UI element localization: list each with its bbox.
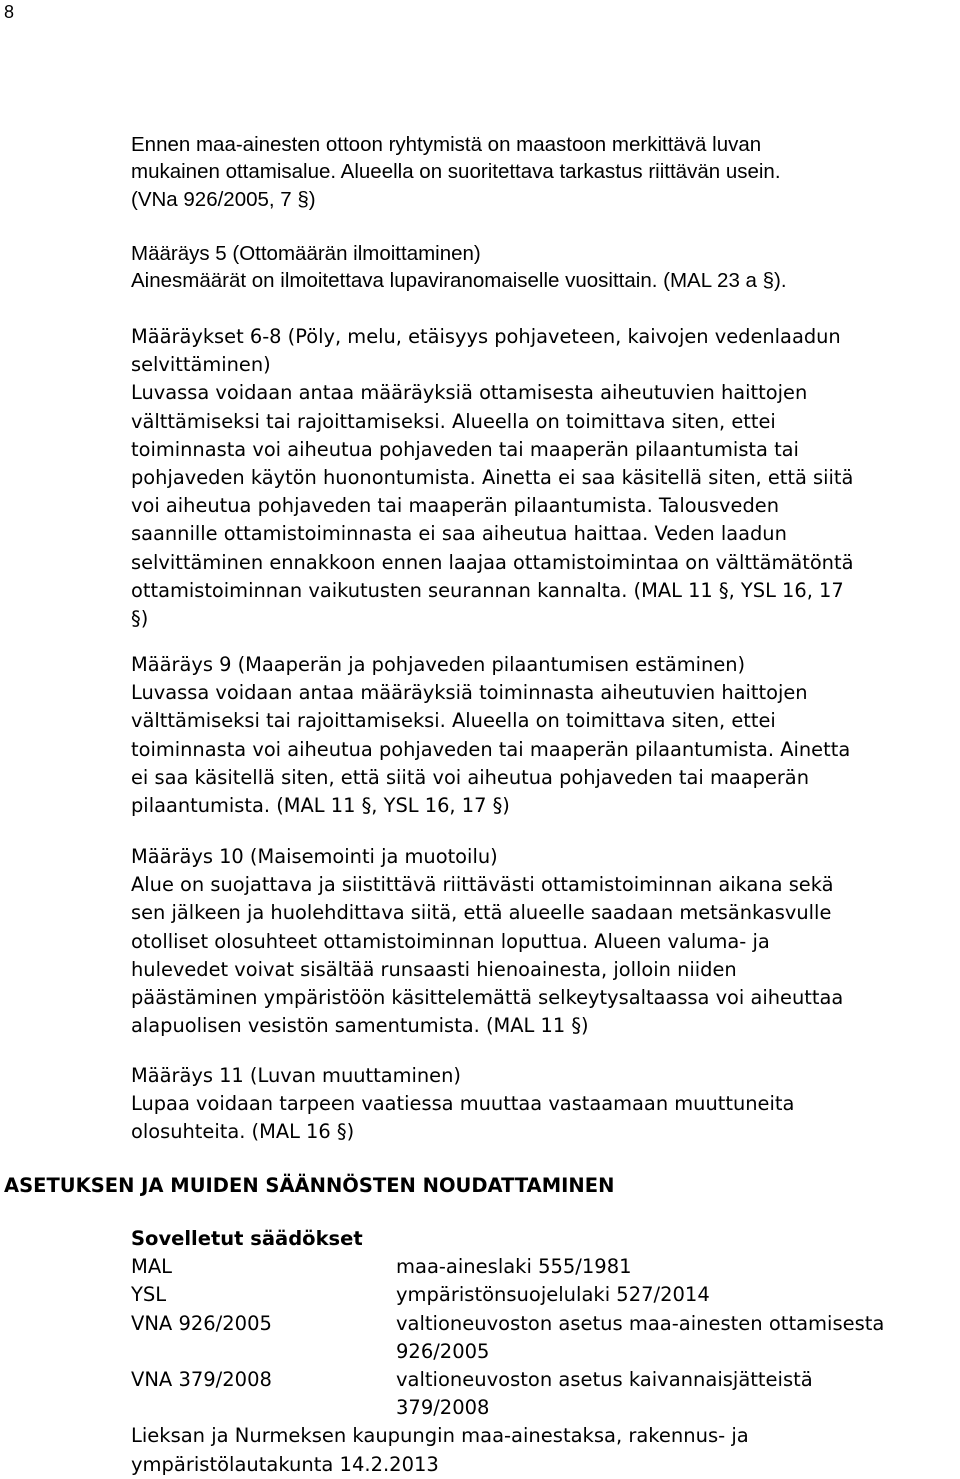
regulation-10 [131, 843, 960, 1040]
regulation-line: pilaantumista. (MAL 11 §, YSL 16, 17 §) [131, 794, 510, 818]
regulation-line: §) [131, 607, 149, 631]
applied-regulations-title: Sovelletut säädökset [131, 1227, 363, 1250]
regulation-line: olosuhteita. (MAL 16 §) [131, 1120, 355, 1144]
law-abbreviation: MAL [131, 1255, 173, 1279]
regulation-line: Määräys 9 (Maaperän ja pohjaveden pilaantumisen estäminen) [131, 653, 746, 676]
regulation-line: välttämiseksi tai rajoittamiseksi. Alueella on toimittava siten, ettei [131, 409, 776, 433]
regulation-line: saannille ottamistoiminnasta ei saa aiheutua haittaa. Veden laadun [131, 522, 787, 546]
regulation-line: Määräys 10 (Maisemointi ja muotoilu) [131, 845, 498, 868]
regulation-line: otolliset olosuhteet ottamistoiminnan loputtua. Alueen valuma- ja [131, 929, 770, 953]
regulation-line: ei saa käsitellä siten, että siitä voi aiheutua pohjaveden tai maaperän [131, 765, 809, 789]
regulation-line: ottamistoiminnan vaikutusten seurannan kannalta. (MAL 11 §, YSL 16, 17 [131, 578, 844, 602]
regulation-line: alapuolisen vesistön samentumista. (MAL 11 §) [131, 1014, 589, 1038]
regulation-line: toiminnasta voi aiheutua pohjaveden tai maaperän pilaantumista. Ainetta [131, 737, 851, 761]
law-row [131, 1310, 960, 1366]
regulation-line: toiminnasta voi aiheutua pohjaveden tai maaperän pilaantumista tai [131, 437, 799, 461]
regulation-line: sen jälkeen ja huolehdittava siitä, että alueelle saadaan metsänkasvulle [131, 901, 832, 925]
law-abbreviation: VNA 926/2005 [131, 1311, 272, 1335]
law-abbreviation: YSL [131, 1283, 167, 1307]
regulation-line: selvittäminen ennakkoon ennen laajaa ottamistoimintaa on välttämätöntä [131, 550, 854, 574]
law-description: valtioneuvoston asetus maa-ainesten ottamisesta 926/2005 [396, 1311, 885, 1363]
applied-regulations [131, 1225, 960, 1479]
regulation-5-text: Ainesmäärät on ilmoitettava lupaviranomaiselle vuosittain. (MAL 23 a §). [131, 269, 787, 293]
regulation-5-title: Määräys 5 (Ottomäärän ilmoittaminen) [131, 242, 481, 266]
page-number: 8 [4, 2, 15, 22]
regulation-11 [131, 1062, 960, 1147]
regulation-line: Alue on suojattava ja siistittävä riittävästi ottamistoiminnan aikana sekä [131, 873, 834, 897]
regulation-line: Luvassa voidaan antaa määräyksiä ottamisesta aiheutuvien haittojen [131, 381, 808, 405]
intro-block [131, 131, 951, 295]
regulation-line: voi aiheutua pohjaveden tai maaperän pilaantumista. Talousveden [131, 494, 779, 518]
section-heading: ASETUKSEN JA MUIDEN SÄÄNNÖSTEN NOUDATTAMINEN [4, 1174, 615, 1197]
law-description: valtioneuvoston asetus kaivannaisjätteistä 379/2008 [396, 1368, 813, 1420]
regulation-9 [131, 651, 960, 820]
regulation-6-8 [131, 323, 960, 633]
regulation-line: Määräys 11 (Luvan muuttaminen) [131, 1064, 461, 1087]
law-full-line: Lieksan ja Nurmeksen kaupungin maa-ainestaksa, rakennus- ja [131, 1424, 749, 1448]
law-row [131, 1253, 960, 1281]
regulation-line: pohjaveden käytön huonontumista. Ainetta ei saa käsitellä siten, että siitä [131, 466, 854, 490]
intro-line: mukainen ottamisalue. Alueella on suoritettava tarkastus riittävän usein. [131, 160, 781, 184]
regulation-line: Luvassa voidaan antaa määräyksiä toiminnasta aiheutuvien haittojen [131, 681, 808, 705]
regulation-line: selvittäminen) [131, 353, 271, 377]
law-row [131, 1366, 960, 1422]
regulation-line: Määräykset 6-8 (Pöly, melu, etäisyys pohjaveteen, kaivojen vedenlaadun [131, 325, 841, 348]
law-description: maa-aineslaki 555/1981 [396, 1255, 632, 1279]
intro-line: Ennen maa-ainesten ottoon ryhtymistä on maastoon merkittävä luvan [131, 133, 762, 156]
regulation-line: Lupaa voidaan tarpeen vaatiessa muuttaa vastaamaan muuttuneita [131, 1092, 795, 1116]
law-description: ympäristönsuojelulaki 527/2014 [396, 1283, 710, 1307]
law-abbreviation: VNA 379/2008 [131, 1368, 272, 1392]
regulation-line: välttämiseksi tai rajoittamiseksi. Alueella on toimittava siten, ettei [131, 709, 776, 733]
regulation-line: hulevedet voivat sisältää runsaasti hienoainesta, jolloin niiden [131, 957, 737, 981]
law-full-line: ympäristölautakunta 14.2.2013 [131, 1452, 439, 1476]
intro-line: (VNa 926/2005, 7 §) [131, 187, 316, 211]
regulation-line: päästäminen ympäristöön käsittelemättä selkeytysaltaassa voi aiheuttaa [131, 986, 844, 1010]
law-row [131, 1281, 960, 1309]
